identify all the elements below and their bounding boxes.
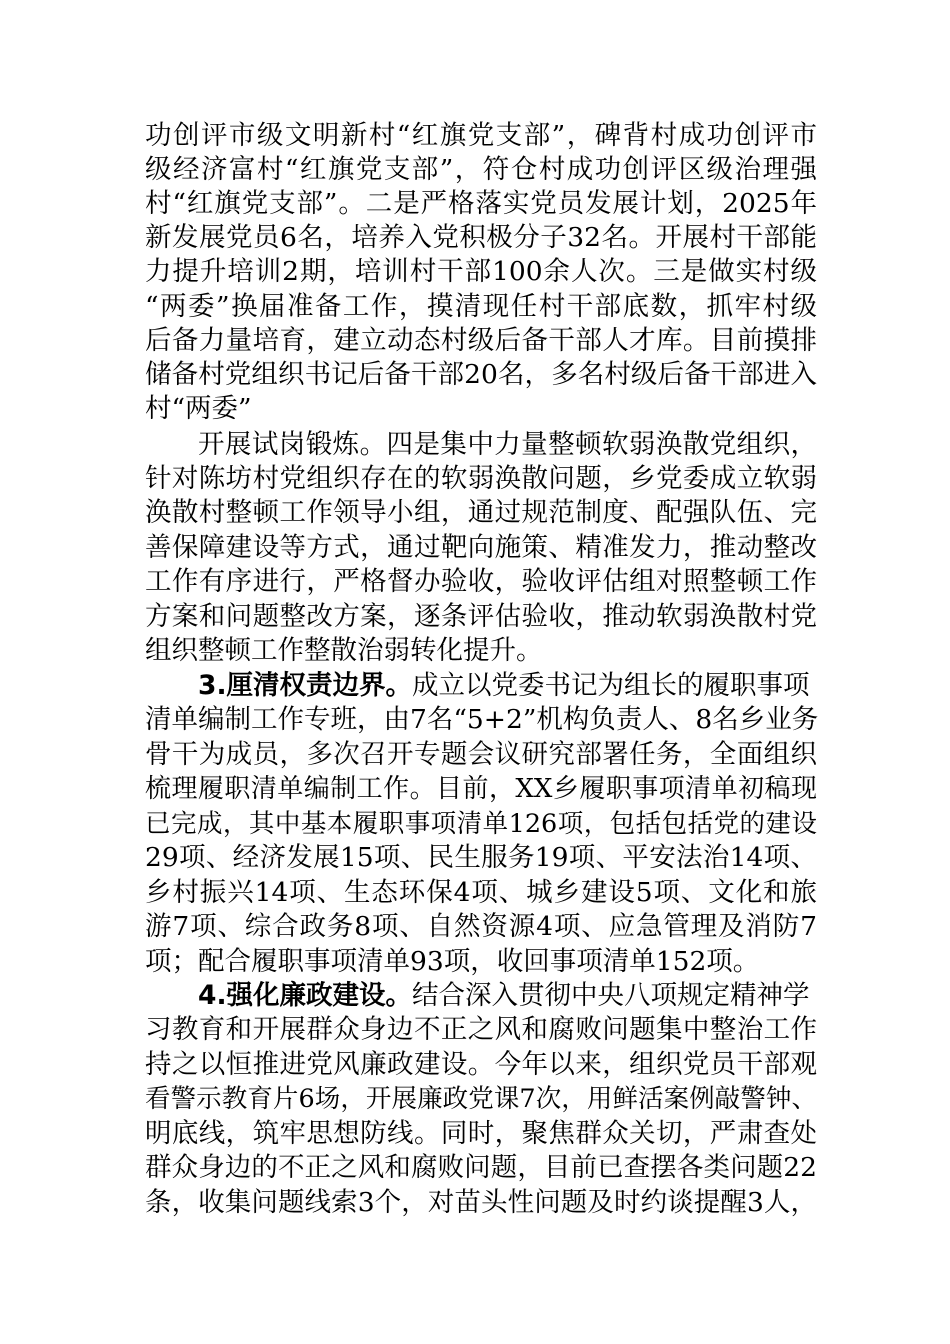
body-line: 已完成，其中基本履职事项清单126项，包括包括党的建设: [145, 809, 817, 839]
body-line: 储备村党组织书记后备干部20名，多名村级后备干部进入: [145, 359, 817, 390]
body-line: 群众身边的不正之风和腐败问题，目前已查摆各类问题22: [145, 1152, 817, 1183]
body-line: 看警示教育片6场，开展廉政党课7次，用鲜活案例敲警钟、: [145, 1084, 817, 1114]
body-line: 功创评市级文明新村“红旗党支部”，碑背村成功创评市: [145, 120, 817, 151]
body-line: 级经济富村“红旗党支部”，符仓村成功创评区级治理强: [145, 154, 817, 185]
paragraph-lead-text: 结合深入贯彻中央八项规定精神学: [412, 980, 810, 1011]
section-heading: 4.强化廉政建设。: [198, 980, 413, 1011]
body-line: 后备力量培育，建立动态村级后备干部人才库。目前摸排: [145, 325, 817, 356]
body-line: 乡村振兴14项、生态环保4项、城乡建设5项、文化和旅: [145, 877, 817, 908]
body-line: 工作有序进行，严格督办验收，验收评估组对照整顿工作: [145, 566, 817, 597]
body-line: 善保障建设等方式，通过靶向施策、精准发力，推动整改: [145, 532, 817, 563]
body-line: 梳理履职清单编制工作。目前，XX乡履职事项清单初稿现: [145, 774, 817, 804]
body-line: 游7项、综合政务8项、自然资源4项、应急管理及消防7: [145, 911, 817, 942]
body-line: 条，收集问题线索3个，对苗头性问题及时约谈提醒3人，: [145, 1187, 817, 1218]
section-heading: 3.厘清权责边界。: [198, 670, 413, 701]
body-line: 项；配合履职事项清单93项，收回事项清单152项。: [145, 946, 760, 977]
body-line: 习教育和开展群众身边不正之风和腐败问题集中整治工作: [145, 1014, 817, 1045]
body-line: 组织整顿工作整散治弱转化提升。: [145, 635, 543, 666]
body-line: 针对陈坊村党组织存在的软弱涣散问题，乡党委成立软弱: [145, 463, 817, 494]
body-line: 力提升培训2期，培训村干部100余人次。三是做实村级: [145, 256, 817, 287]
body-line: 持之以恒推进党风廉政建设。今年以来，组织党员干部观: [145, 1049, 817, 1080]
body-line: 村“红旗党支部”。二是严格落实党员发展计划，2025年: [145, 188, 817, 219]
body-line: 新发展党员6名，培养入党积极分子32名。开展村干部能: [145, 222, 817, 253]
paragraph-first-line: 开展试岗锻炼。四是集中力量整顿软弱涣散党组织，: [198, 429, 817, 460]
paragraph-first-line: [198, 978, 817, 1014]
body-line: 明底线，筑牢思想防线。同时，聚焦群众关切，严肃查处: [145, 1118, 817, 1149]
body-line: “两委”换届准备工作，摸清现任村干部底数，抓牢村级: [145, 291, 817, 322]
body-line: 村“两委”: [145, 393, 252, 424]
body-line: 29项、经济发展15项、民生服务19项、平安法治14项、: [145, 842, 817, 873]
body-line: 涣散村整顿工作领导小组，通过规范制度、配强队伍、完: [145, 497, 817, 528]
paragraph-first-line: [198, 668, 817, 704]
body-line: 清单编制工作专班，由7名“5+2”机构负责人、8名乡业务: [145, 704, 819, 735]
paragraph-lead-text: 成立以党委书记为组长的履职事项: [412, 670, 810, 701]
body-line: 方案和问题整改方案，逐条评估验收，推动软弱涣散村党: [145, 601, 817, 632]
body-line: 骨干为成员，多次召开专题会议研究部署任务，全面组织: [145, 739, 817, 770]
